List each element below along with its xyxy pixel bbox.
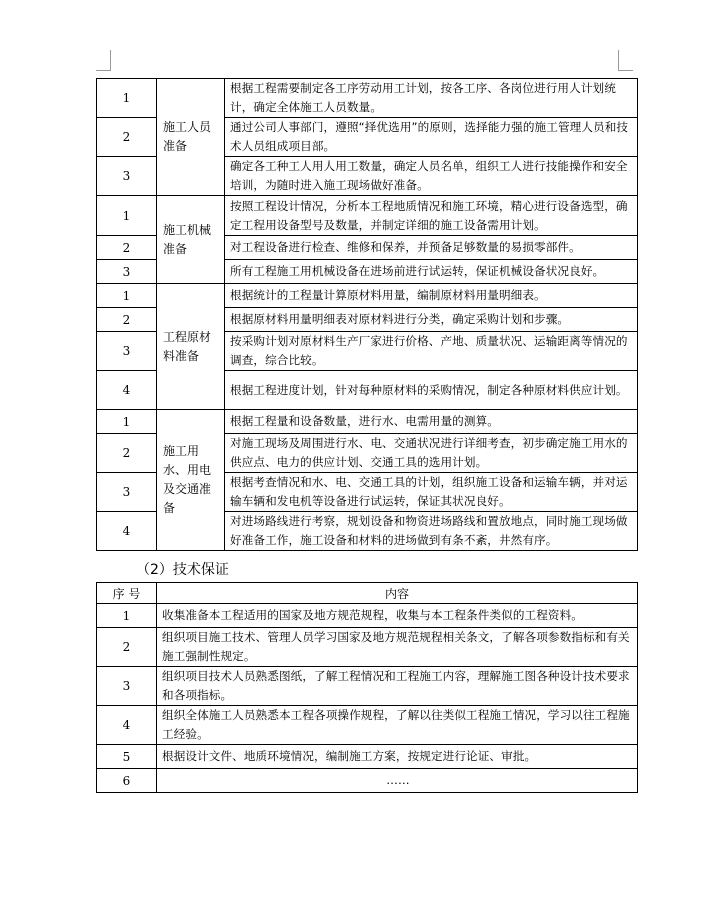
seq-cell: 4 bbox=[97, 706, 157, 745]
content-cell: 根据考查情况和水、电、交通工具的计划，组织施工设备和运输车辆，并对运输车辆和发电机等设备进行试运转，保证其状况良好。 bbox=[225, 473, 638, 512]
content-cell: 组织项目施工技术、管理人员学习国家及地方规范规程相关条文，了解各项参数指标和有关施工强制性规定。 bbox=[157, 628, 638, 667]
technical-guarantee-table bbox=[96, 582, 638, 793]
seq-cell: 5 bbox=[97, 745, 157, 769]
seq-cell: 2 bbox=[97, 236, 157, 260]
content-cell: 组织全体施工人员熟悉本工程各项操作规程，了解以往类似工程施工情况，学习以往工程施工经验。 bbox=[157, 706, 638, 745]
table-row bbox=[97, 410, 638, 434]
seq-cell: 3 bbox=[97, 260, 157, 284]
content-cell: 按采购计划对原材料生产厂家进行价格、产地、质量状况、运输距离等情况的调查，综合比较。 bbox=[225, 332, 638, 371]
category-cell: 施工用水、用电及交通准备 bbox=[157, 410, 225, 551]
content-cell: 组织项目技术人员熟悉图纸，了解工程情况和工程施工内容，理解施工图各种设计技术要求和各项指标。 bbox=[157, 667, 638, 706]
table-row bbox=[97, 284, 638, 308]
table-row bbox=[97, 769, 638, 793]
seq-cell: 1 bbox=[97, 410, 157, 434]
category-cell: 施工机械准备 bbox=[157, 196, 225, 284]
content-cell: 对施工现场及周围进行水、电、交通状况进行详细考查，初步确定施工用水的供应点、电力的供应计划、交通工具的选用计划。 bbox=[225, 434, 638, 473]
content-cell: 按照工程设计情况，分析本工程地质情况和施工环境，精心进行设备选型，确定工程用设备型号及数量，并制定详细的施工设备需用计划。 bbox=[225, 196, 638, 236]
seq-cell: 3 bbox=[97, 667, 157, 706]
seq-cell: 2 bbox=[97, 434, 157, 473]
content-cell: 通过公司人事部门，遵照“择优选用”的原则，选择能力强的施工管理人员和技术人员组成项目部。 bbox=[225, 118, 638, 157]
table-header-row bbox=[97, 583, 638, 604]
seq-header: 序 号 bbox=[97, 583, 157, 604]
seq-cell: 1 bbox=[97, 604, 157, 628]
content-cell: …… bbox=[157, 769, 638, 793]
table-row bbox=[97, 196, 638, 236]
seq-cell: 3 bbox=[97, 157, 157, 196]
content-cell: 收集准备本工程适用的国家及地方规范规程，收集与本工程条件类似的工程资料。 bbox=[157, 604, 638, 628]
content-cell: 对工程设备进行检查、维修和保养，并预备足够数量的易损零部件。 bbox=[225, 236, 638, 260]
content-cell: 所有工程施工用机械设备在进场前进行试运转，保证机械设备状况良好。 bbox=[225, 260, 638, 284]
table-row bbox=[97, 706, 638, 745]
content-cell: 确定各工种工人用人用工数量，确定人员名单，组织工人进行技能操作和安全培训，为随时进入施工现场做好准备。 bbox=[225, 157, 638, 196]
seq-cell: 2 bbox=[97, 118, 157, 157]
table-row bbox=[97, 79, 638, 118]
seq-cell: 1 bbox=[97, 79, 157, 118]
page-corner-mark-right bbox=[618, 50, 633, 71]
content-cell: 根据工程需要制定各工序劳动用工计划，按各工序、各岗位进行用人计划统计，确定全体施工人员数量。 bbox=[225, 79, 638, 118]
seq-cell: 6 bbox=[97, 769, 157, 793]
content-cell: 根据工程进度计划，针对每种原材料的采购情况，制定各种原材料供应计划。 bbox=[225, 371, 638, 410]
seq-cell: 4 bbox=[97, 512, 157, 551]
content-cell: 根据工程量和设备数量，进行水、电需用量的测算。 bbox=[225, 410, 638, 434]
seq-cell: 3 bbox=[97, 332, 157, 371]
seq-cell: 4 bbox=[97, 371, 157, 410]
seq-cell: 2 bbox=[97, 308, 157, 332]
content-cell: 对进场路线进行考察，规划设备和物资进场路线和置放地点，同时施工现场做好准备工作，施工设备和材料的进场做到有条不紊，井然有序。 bbox=[225, 512, 638, 551]
table-row bbox=[97, 604, 638, 628]
content-cell: 根据设计文件、地质环境情况，编制施工方案，按规定进行论证、审批。 bbox=[157, 745, 638, 769]
table-row bbox=[97, 628, 638, 667]
preparation-table bbox=[96, 78, 638, 551]
table-row bbox=[97, 667, 638, 706]
seq-cell: 1 bbox=[97, 284, 157, 308]
page-corner-mark-left bbox=[96, 50, 111, 71]
section-title: （2）技术保证 bbox=[136, 562, 229, 578]
seq-cell: 2 bbox=[97, 628, 157, 667]
seq-cell: 3 bbox=[97, 473, 157, 512]
table-row bbox=[97, 745, 638, 769]
content-cell: 根据统计的工程量计算原材料用量，编制原材料用量明细表。 bbox=[225, 284, 638, 308]
seq-cell: 1 bbox=[97, 196, 157, 236]
category-cell: 工程原材料准备 bbox=[157, 284, 225, 410]
content-header: 内容 bbox=[157, 583, 638, 604]
content-cell: 根据原材料用量明细表对原材料进行分类，确定采购计划和步骤。 bbox=[225, 308, 638, 332]
category-cell: 施工人员准备 bbox=[157, 79, 225, 196]
